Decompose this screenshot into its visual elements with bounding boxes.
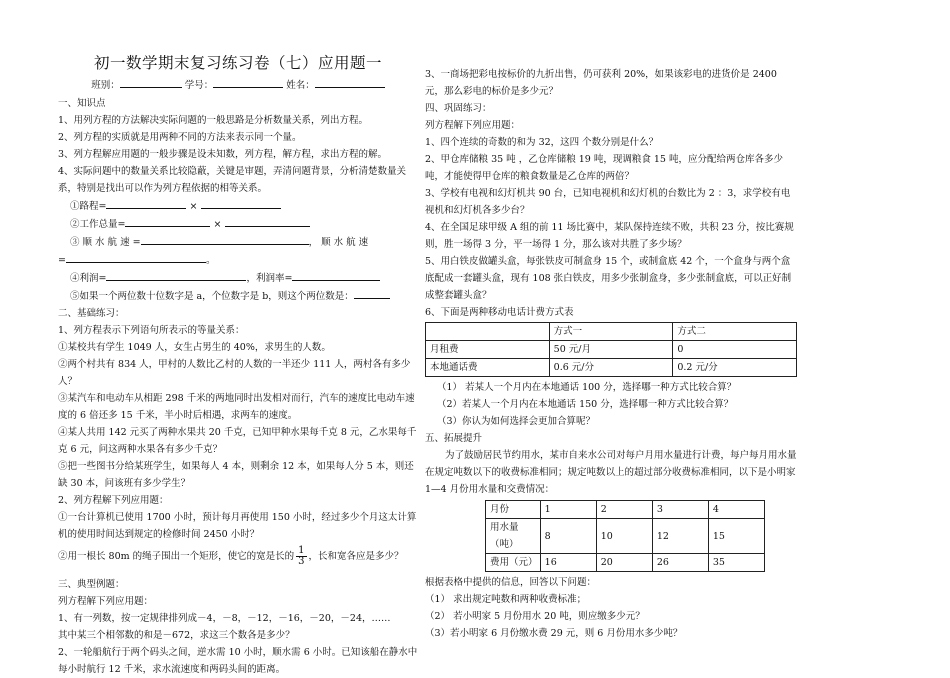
table-cell: 10 [596,519,652,554]
basic-question-2 [58,546,418,567]
formula-profit-rate-label: ，利润率= [246,273,293,284]
formula-distance-label: ①路程= [70,201,107,212]
section1-heading: 一、知识点 [58,98,106,109]
number-label: 学号： [184,80,214,91]
table-cell: 0 [673,341,797,359]
table-cell: 费用（元） [486,554,541,572]
table-cell: 本地通话费 [426,359,550,377]
fraction-denominator: 3 [298,556,305,567]
table-cell: 3 [652,501,708,519]
table-row [486,519,765,554]
consolidate-item-5: 5、用白铁皮做罐头盒，每张铁皮可制盒身 15 个，或制盒底 42 个，一个盒身与两个盒底配成一套罐头盒，现有 108 张白铁皮，用多少张制盒身，多少张制盒底，可以正好制成整套罐头盒？ [425,256,792,301]
extension-after: 根据表格中提供的信息，回答以下问题： [425,577,597,588]
section2-heading: 二、基础练习： [58,308,125,319]
left-column [58,0,418,678]
table-cell: 0.2 元/分 [673,359,797,377]
water-fee-table [485,500,765,572]
formula-profit-label: ④利润= [70,273,107,284]
page-title: 初一数学期末复习练习卷（七）应用题一 [93,54,382,72]
blank[interactable] [354,287,390,299]
equals-sign: = [58,255,66,266]
fraction-numerator: 1 [298,545,305,556]
typical-question-1b: 其中某三个相邻数的和是－672，求这三个数各是多少？ [58,630,295,641]
basic-sub1: 1、列方程表示下列语句所表示的等量关系： [58,325,245,336]
knowledge-point-1: 1、用列方程的方法解决实际问题的一般思路是分析数量关系，列出方程。 [58,115,369,126]
formula-speed [58,233,418,251]
basic-item-3: ③某汽车和电动车从相距 298 千米的两地同时出发相对而行，汽车的速度比电动车速度的 6 倍还多 15 千米，半小时后相遇，求两车的速度。 [58,393,415,421]
consolidate-sub: 列方程解下列应用题： [425,120,521,131]
knowledge-point-3: 3、列方程解应用题的一般步骤是设未知数，列方程，解方程，求出方程的解。 [58,149,388,160]
table-cell: 2 [596,501,652,519]
basic-item-2: ②两个村共有 834 人，甲村的人数比乙村的人数的一半还少 111 人，两村各有多少人？ [58,359,411,387]
table-cell: 16 [540,554,596,572]
right-column [425,0,797,642]
table-cell: 35 [708,554,764,572]
table-cell: 20 [596,554,652,572]
class-label: 班别： [91,80,120,91]
typical-question-1a: 1、有一列数，按一定规律排列成－4，－8，－12，－16，－20，－24，…… [58,613,391,624]
student-info-line [58,76,418,94]
knowledge-point-2: 2、列方程的实质就是用两种不同的方法来表示同一个量。 [58,132,302,143]
table-cell: 月租费 [426,341,550,359]
table-cell: 方式二 [673,323,797,341]
table-cell: 1 [540,501,596,519]
table-cell: 方式一 [549,323,673,341]
basic-question-1: ①一台计算机已使用 1700 小时，预计每月再使用 150 小时，经过多少个月这太计算机的使用时间达到规定的检修时间 2450 小时？ [58,512,417,540]
formula-speed-label: ③ 顺 水 航 速 = [70,237,141,248]
blank[interactable] [225,215,310,227]
table-row [486,501,765,519]
table-cell: 月份 [486,501,541,519]
basic-item-4: ④某人共用 142 元买了两种水果共 20 千克，已知甲种水果每千克 8 元，乙水果每千克 6 元，问这两种水果各有多少千克？ [58,427,417,455]
formula-work [58,215,418,233]
period: 。 [205,255,216,266]
phone-sub-question-2: （2）若某人一个月内在本地通话 150 分，选择哪一种方式比较合算？ [437,399,734,410]
water-sub-question-1: （1） 求出规定吨数和两种收费标准； [425,594,587,605]
table-row [486,554,765,572]
blank[interactable] [125,215,210,227]
phone-sub-question-1: （1） 若某人一个月内在本地通话 100 分，选择哪一种方式比较合算？ [437,382,737,393]
knowledge-point-4: 4、实际问题中的数量关系比较隐蔽，关键是审题，弄清问题背景，分析清楚数量关系，特别是找出可以作为列方程依据的相等关系。 [58,166,407,194]
table-cell: 8 [540,519,596,554]
number-blank[interactable] [213,76,283,88]
section4-heading: 四、巩固练习： [425,103,492,114]
blank[interactable] [66,251,206,263]
name-blank[interactable] [315,76,385,88]
formula-two-digit-label: ⑤如果一个两位数十位数字是 a，个位数字是 b，则这个两位数是： [70,291,354,302]
q2-text: ②用一根长 80m 的绳子围出一个矩形，使它的宽是长的 [58,551,295,562]
formula-two-digit [58,287,418,305]
blank[interactable] [106,197,186,209]
times-sign: × [189,201,198,212]
q2-text-2: ，长和宽各应是多少？ [308,551,404,562]
table-cell: 用水量（吨） [486,519,541,554]
table-cell: 0.6 元/分 [549,359,673,377]
consolidate-item-6: 6、下面是两种移动电话计费方式表 [425,307,574,318]
consolidate-item-3: 3、学校有电视和幻灯机共 90 台，已知电视机和幻灯机的台数比为 2 ：3，求学校有电视机和幻灯机各多少台？ [425,188,791,216]
table-cell: 12 [652,519,708,554]
basic-item-1: ①某校共有学生 1049 人，女生占男生的 40%，求男生的人数。 [58,342,331,353]
extension-intro: 为了鼓励居民节约用水，某市自来水公司对每户月用水量进行计费，每户每月用水量在规定吨数以下的收费标准相同；规定吨数以上的超过部分收费标准相同，以下是小明家 1—4 月份用水量和交费情况： [425,450,797,495]
table-cell: 26 [652,554,708,572]
basic-sub2: 2、列方程解下列应用题： [58,495,169,506]
typical-question-3: 3、一商场把彩电按标价的九折出售，仍可获利 20%，如果该彩电的进货价是 2400 元，那么彩电的标价是多少元？ [425,69,777,97]
consolidate-item-4: 4、在全国足球甲级 A 组的前 11 场比赛中，某队保持连续不败，共积 23 分，按比赛规则，胜一场得 3 分，平一场得 1 分，那么该对共胜了多少场？ [425,222,794,250]
section5-heading: 五、拓展提升 [425,433,483,444]
table-row [426,323,797,341]
table-cell: 4 [708,501,764,519]
table-row [426,359,797,377]
table-cell [426,323,550,341]
basic-item-5: ⑤把一些图书分给某班学生，如果每人 4 本，则剩余 12 本，如果每人分 5 本，则还缺 30 本，问该班有多少学生？ [58,461,414,489]
typical-question-2: 2、一轮船航行于两个码头之间，逆水需 10 小时，顺水需 6 小时。已知该船在静水中每小时航行 12 千米，求水流速度和两码头间的距离。 [58,647,418,675]
phone-fee-table [425,322,797,377]
formula-distance [58,197,418,215]
blank[interactable] [141,233,309,245]
water-sub-question-2: （2） 若小明家 5 月份用水 20 吨，则应缴多少元？ [425,611,645,622]
class-blank[interactable] [120,76,182,88]
blank[interactable] [106,269,246,281]
blank[interactable] [201,197,281,209]
table-row [426,341,797,359]
typical-sub: 列方程解下列应用题： [58,596,154,607]
formula-speed-cont [58,251,418,269]
table-cell: 50 元/月 [549,341,673,359]
formula-work-label: ②工作总量= [70,219,126,230]
consolidate-item-1: 1、四个连续的奇数的和为 32，这四 个数分别是什么？ [425,137,659,148]
blank[interactable] [292,269,380,281]
one-third-fraction [296,546,306,567]
section3-heading: 三、典型例题： [58,579,125,590]
table-cell: 15 [708,519,764,554]
phone-sub-question-3: （3）你认为如何选择会更加合算呢？ [437,416,596,427]
name-label: 姓名： [286,80,315,91]
consolidate-item-2: 2、甲仓库储粮 35 吨 ，乙仓库储粮 19 吨，现调粮食 15 吨，应分配给两仓库各多少吨，才能使得甲仓库的粮食数量是乙仓库的两倍？ [425,154,783,182]
water-sub-question-3: （3）若小明家 6 月份缴水费 29 元，则 6 月份用水多少吨？ [425,628,683,639]
formula-profit [58,269,418,287]
formula-speed-label-2: ， 顺 水 航 速 [308,237,369,248]
times-sign: × [213,219,222,230]
